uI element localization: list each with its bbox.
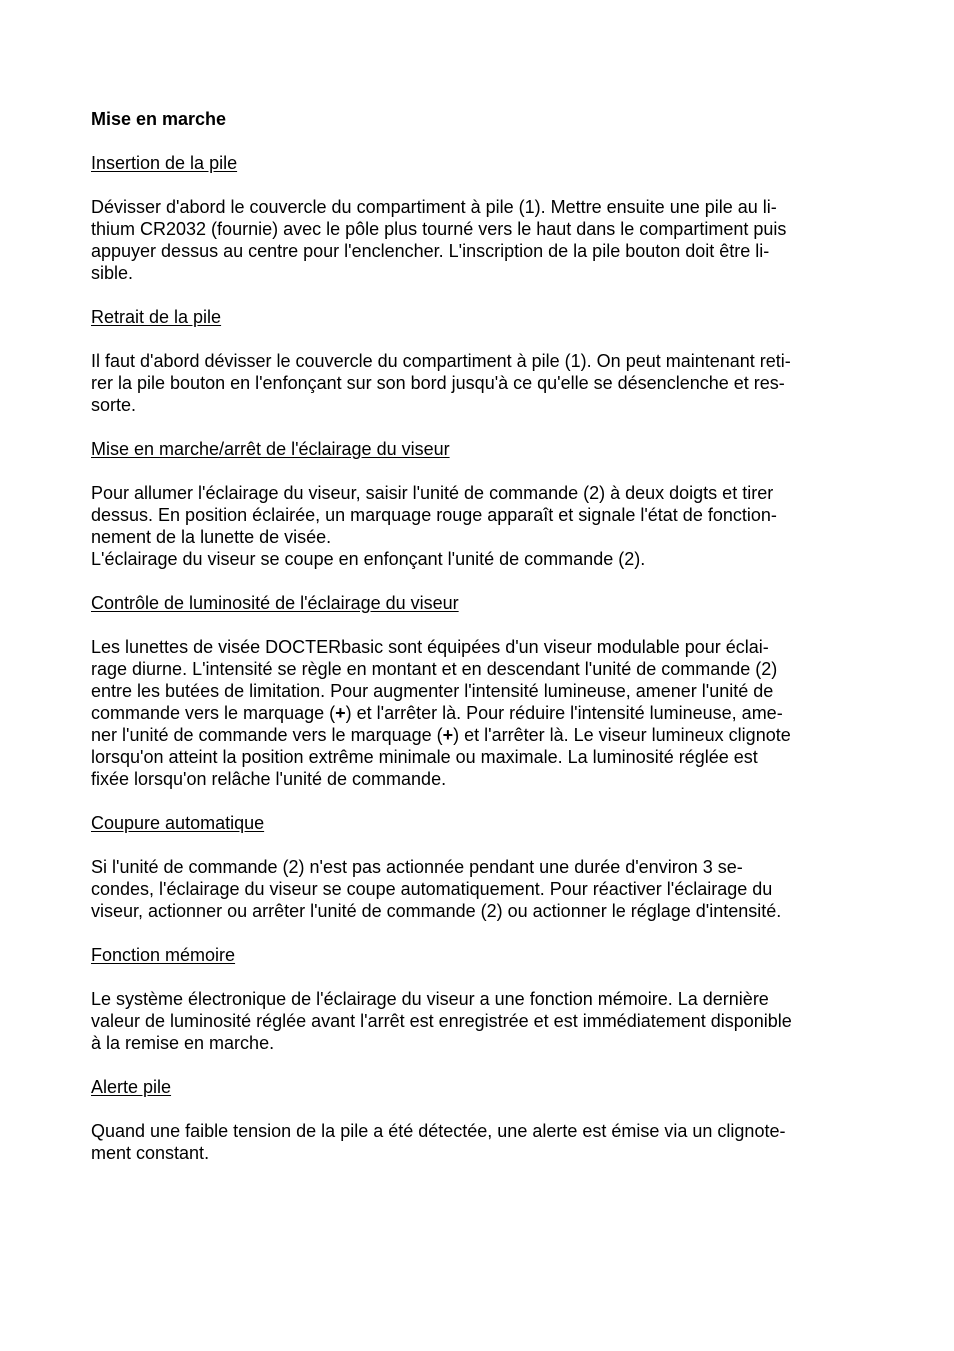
section-heading-luminosite: Contrôle de luminosité de l'éclairage du viseur	[91, 593, 459, 613]
text-line: nement de la lunette de visée.	[91, 527, 332, 547]
plus-marking-symbol: +	[335, 703, 346, 723]
text-line: Quand une faible tension de la pile a été détectée, une alerte est émise via un clignote-	[91, 1121, 786, 1141]
section-heading-coupure: Coupure automatique	[91, 813, 265, 833]
paragraph-retrait	[91, 350, 851, 416]
text-line: condes, l'éclairage du viseur se coupe automatiquement. Pour réactiver l'éclairage du	[91, 879, 773, 899]
paragraph-marche-arret	[91, 482, 851, 570]
text-line	[91, 724, 851, 746]
text-line: fixée lorsqu'on relâche l'unité de commande.	[91, 769, 447, 789]
text-fragment: ner l'unité de commande vers le marquage (	[91, 725, 443, 745]
text-line: rer la pile bouton en l'enfonçant sur son bord jusqu'à ce qu'elle se désenclenche et res-	[91, 373, 785, 393]
paragraph-insertion	[91, 196, 851, 284]
document-page	[91, 108, 851, 1186]
text-line: Pour allumer l'éclairage du viseur, saisir l'unité de commande (2) à deux doigts et tirer	[91, 483, 774, 503]
paragraph-memoire	[91, 988, 851, 1054]
section-heading-alerte: Alerte pile	[91, 1077, 172, 1097]
text-line: appuyer dessus au centre pour l'enclencher. L'inscription de la pile bouton doit être li-	[91, 241, 770, 261]
text-line: Dévisser d'abord le couvercle du compartiment à pile (1). Mettre ensuite une pile au li-	[91, 197, 777, 217]
text-line: Le système électronique de l'éclairage du viseur a une fonction mémoire. La dernière	[91, 989, 769, 1009]
paragraph-luminosite	[91, 636, 851, 790]
section-heading-retrait: Retrait de la pile	[91, 307, 222, 327]
text-line: L'éclairage du viseur se coupe en enfonçant l'unité de commande (2).	[91, 549, 646, 569]
text-line: Il faut d'abord dévisser le couvercle du compartiment à pile (1). On peut maintenant reti-	[91, 351, 791, 371]
text-line: valeur de luminosité réglée avant l'arrêt est enregistrée et est immédiatement disponible	[91, 1011, 792, 1031]
plus-marking-symbol: +	[442, 725, 454, 745]
text-fragment: commande vers le marquage (	[91, 703, 336, 723]
text-line: sible.	[91, 263, 134, 283]
text-line: viseur, actionner ou arrêter l'unité de commande (2) ou actionner le réglage d'intensité.	[91, 901, 782, 921]
text-line: à la remise en marche.	[91, 1033, 275, 1053]
text-line	[91, 702, 851, 724]
text-line: ment constant.	[91, 1143, 210, 1163]
section-heading-insertion: Insertion de la pile	[91, 153, 238, 173]
paragraph-coupure	[91, 856, 851, 922]
text-fragment: ) et l'arrêter là. Pour réduire l'intensité lumineuse, ame-	[345, 703, 783, 723]
page-title: Mise en marche	[91, 109, 227, 129]
section-heading-memoire: Fonction mémoire	[91, 945, 236, 965]
text-line: rage diurne. L'intensité se règle en montant et en descendant l'unité de commande (2)	[91, 659, 778, 679]
text-line: sorte.	[91, 395, 137, 415]
text-line: Les lunettes de visée DOCTERbasic sont équipées d'un viseur modulable pour éclai-	[91, 637, 769, 657]
section-heading-marche-arret: Mise en marche/arrêt de l'éclairage du viseur	[91, 439, 450, 459]
text-fragment: ) et l'arrêter là. Le viseur lumineux clignote	[453, 725, 791, 745]
text-line: lorsqu'on atteint la position extrême minimale ou maximale. La luminosité réglée est	[91, 747, 758, 767]
text-line: thium CR2032 (fournie) avec le pôle plus tourné vers le haut dans le compartiment puis	[91, 219, 787, 239]
text-line: Si l'unité de commande (2) n'est pas actionnée pendant une durée d'environ 3 se-	[91, 857, 743, 877]
text-line: entre les butées de limitation. Pour augmenter l'intensité lumineuse, amener l'unité de	[91, 681, 774, 701]
text-line: dessus. En position éclairée, un marquage rouge apparaît et signale l'état de fonction-	[91, 505, 777, 525]
paragraph-alerte	[91, 1120, 851, 1164]
